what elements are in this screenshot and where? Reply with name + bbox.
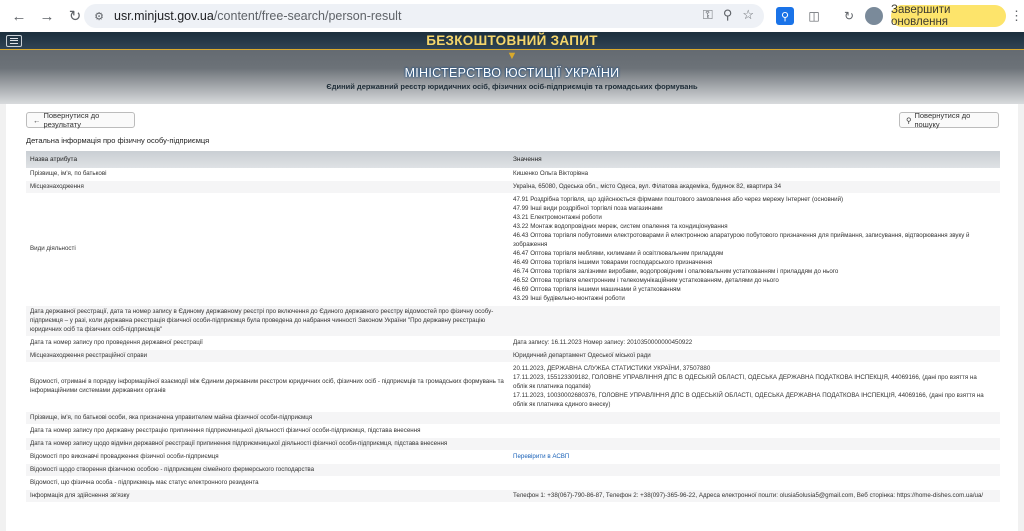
value-cell: Україна, 65080, Одеська обл., місто Одеса, вул. Філатова академіка, будинок 82, квартира 34 [509,181,1000,194]
table-row [26,363,1000,412]
back-to-search-label: Повернутися до пошуку [914,111,971,129]
activity-item: 46.69 Оптова торгівля іншими машинами й устаткованням [513,285,681,293]
value-cell: Телефон 1: +38(067)-790-86-87, Телефон 2: +38(097)-365-96-22, Адреса електронної пошти: olusia5olusia5@gmail.com, Веб сторінка: https://home-dishes.com.ua/ua/ [509,490,1000,502]
url-text[interactable]: usr.minjust.gov.ua/content/free-search/person-result [114,9,402,23]
password-key-icon[interactable]: ⚿ [702,7,713,22]
content-panel [6,104,1018,531]
table-row [26,181,1000,194]
table-row [26,451,1000,464]
value-cell [509,464,1000,477]
bookmark-star-icon[interactable]: ☆ [742,7,754,22]
attr-cell: Відомості, що фізична особа - підприємець має статус електронного резидента [26,477,509,490]
value-cell: Юридичний департамент Одеської міської ради [509,350,1000,363]
table-row [26,464,1000,477]
activity-item: 43.29 Інші будівельно-монтажні роботи [513,294,625,302]
arrow-left-icon: ← [33,115,41,125]
attr-cell: Прізвище, ім'я, по батькові особи, яка призначена управителем майна фізичної особи-підприємця [26,412,509,425]
table-row [26,438,1000,451]
attr-cell: Відомості, отримані в порядку інформаційної взаємодії між Єдиним державним реєстром юридичних осіб, фізичних осіб - підприємців та громадських формувань та інформаційними системами державних органів [26,363,509,412]
forward-arrow-icon[interactable]: → [39,7,55,25]
table-row [26,412,1000,425]
back-to-results-button[interactable] [26,112,135,128]
value-cell-info-exchange [509,363,1000,412]
attr-cell: Інформація для здійснення зв'язку [26,490,509,502]
sync-icon[interactable]: ↻ [843,9,855,23]
table-row [26,425,1000,438]
info-exchange-item: 17.11.2023, 155123309182, ГОЛОВНЕ УПРАВЛІННЯ ДПС В ОДЕСЬКІЙ ОБЛАСТІ, ОДЕСЬКА ДЕРЖАВНА ПОДАТКОВА ІНСПЕКЦІЯ, 44069166, (дані про взяття на [513,373,977,381]
value-cell [509,477,1000,490]
registry-subtitle: Єдиний державний реєстр юридичних осіб, фізичних осіб-підприємців та громадських формувань [326,82,698,91]
activity-item: 43.22 Монтаж водопровідних мереж, систем опалення та кондиціонування [513,222,728,230]
value-cell: Кишенко Ольга Вікторівна [509,168,1000,181]
value-cell: Дата запису: 16.11.2023 Номер запису: 2010350000000450922 [509,337,1000,350]
address-bar[interactable] [84,4,764,28]
attr-cell: Відомості про виконавчі провадження фізичної особи-підприємця [26,451,509,464]
section-title: Детальна інформація про фізичну особу-підприємця [26,136,210,145]
extensions-puzzle-icon[interactable]: ◫ [808,9,820,23]
activity-item: 46.52 Оптова торгівля електронним і телекомунікаційним устаткованням, деталями до нього [513,276,779,284]
column-header-attribute: Назва атрибута [26,151,509,168]
extension-search-icon[interactable]: ⚲ [776,7,794,25]
table-row [26,350,1000,363]
activity-item: 46.74 Оптова торгівля залізними виробами, водопровідним і опалювальним устаткованням і приладдям до нього [513,267,839,275]
attr-cell: Дата та номер запису щодо відміни державної реєстрації припинення підприємницької діяльності фізичної особи-підприємця, підстава внесення [26,438,509,451]
more-menu-icon[interactable]: ⋮ [1010,8,1023,23]
attr-cell: Дата державної реєстрації, дата та номер запису в Єдиному державному реєстрі про включення до Єдиного державного реєстру відомостей про фізичну особу-підприємця – у разі, коли державна реєстрація фізичної особи-підприємця була проведена до набрання чинності Законом України "Про державну реєстрацію юридичних осіб та фізичних осіб-підприємців" [26,306,509,337]
value-cell [509,438,1000,451]
attr-cell: Прізвище, ім'я, по батькові [26,168,509,181]
ministry-title: МІНІСТЕРСТВО ЮСТИЦІЇ УКРАЇНИ [404,66,620,80]
back-to-results-label: Повернутися до результату [43,111,100,129]
activity-item: 47.99 Інші види роздрібної торгівлі поза магазинами [513,204,663,212]
table-row [26,306,1000,337]
profile-avatar[interactable] [865,7,883,25]
details-table [26,151,1000,502]
value-cell [509,451,1000,464]
value-cell [509,425,1000,438]
value-cell-activities [509,194,1000,306]
table-row [26,168,1000,181]
column-header-value: Значення [509,151,1000,168]
attr-cell: Місцезнаходження реєстраційної справи [26,350,509,363]
activity-item: зображення [513,240,548,248]
table-row [26,194,1000,306]
activity-item: 43.21 Електромонтажні роботи [513,213,602,221]
zoom-icon[interactable]: ⚲ [722,7,733,22]
activity-item: 47.91 Роздрібна торгівля, що здійснюється фірмами поштового замовлення або через мережу Інтернет (основний) [513,195,844,203]
info-exchange-item: 20.11.2023, ДЕРЖАВНА СЛУЖБА СТАТИСТИКИ УКРАЇНИ, 37507880 [513,364,711,372]
site-settings-icon[interactable]: ⚙ [94,10,104,23]
search-icon: ⚲ [906,115,912,125]
back-to-search-button[interactable] [899,112,999,128]
attr-cell: Місцезнаходження [26,181,509,194]
back-arrow-icon[interactable]: ← [11,7,27,25]
activity-item: 46.47 Оптова торгівля меблями, килимами й освітлювальним приладдям [513,249,724,257]
activity-item: 46.43 Оптова торгівля побутовими електротоварами й електронною апаратурою побутового призначення для приймання, записування, відтворювання звуку й [513,231,970,239]
table-row [26,337,1000,350]
value-cell [509,306,1000,337]
free-request-title: БЕЗКОШТОВНИЙ ЗАПИТ [426,33,598,48]
attr-cell: Дата та номер запису про проведення державної реєстрації [26,337,509,350]
update-browser-button[interactable]: Завершити оновлення [891,5,1006,27]
activity-item: 46.49 Оптова торгівля іншими товарами господарського призначення [513,258,713,266]
attr-cell: Дата та номер запису про державну реєстрацію припинення підприємницької діяльності фізичної особи-підприємця, підстава внесення [26,425,509,438]
table-header-row [26,151,1000,168]
table-row [26,477,1000,490]
info-exchange-item: облік як платника єдиного внеску) [513,400,611,408]
info-exchange-item: 17.11.2023, 10030002680376, ГОЛОВНЕ УПРАВЛІННЯ ДПС В ОДЕСЬКІЙ ОБЛАСТІ, ОДЕСЬКА ДЕРЖАВНА ПОДАТКОВА ІНСПЕКЦІЯ, 44069166, (дані про взяття на [513,391,984,399]
info-exchange-item: облік як платника податків) [513,382,591,390]
attr-cell: Відомості щодо створення фізичною особою - підприємцем сімейного фермерського господарства [26,464,509,477]
value-cell [509,412,1000,425]
attr-cell: Види діяльності [26,194,509,306]
table-row [26,490,1000,502]
reload-icon[interactable]: ↻ [68,8,82,25]
trident-emblem-icon: ▼ [506,50,518,62]
check-asvp-link[interactable]: Перевірити в АСВП [513,452,570,460]
